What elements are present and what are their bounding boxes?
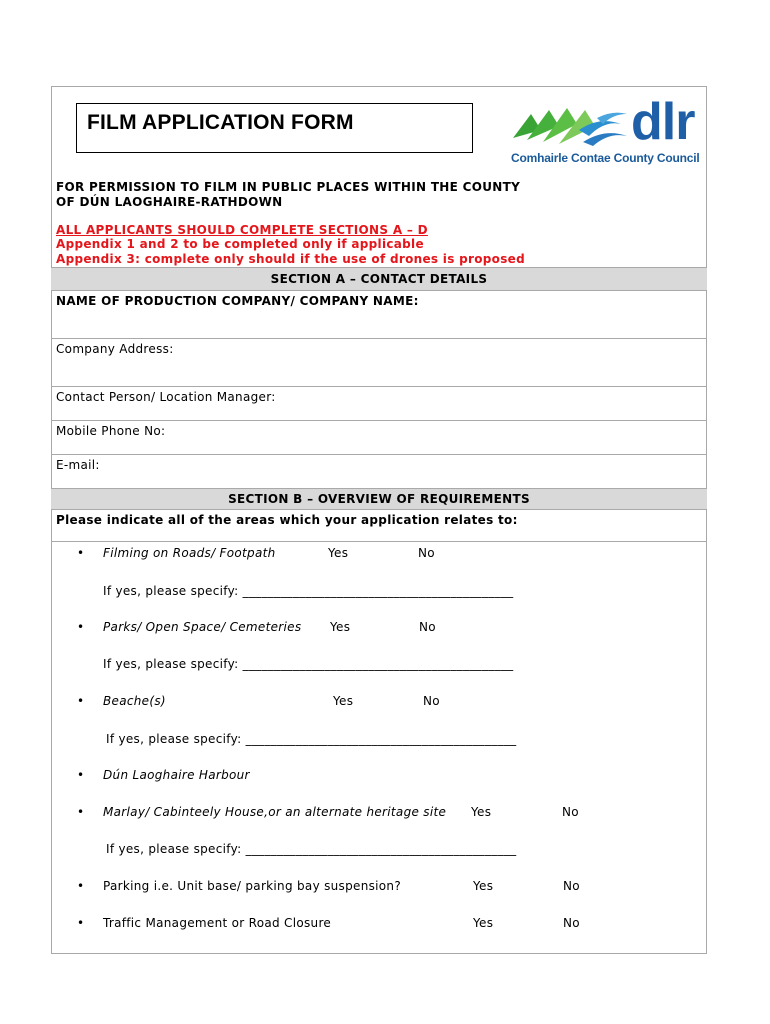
email-field[interactable] [51, 454, 707, 488]
parking-no-option[interactable]: No [563, 879, 580, 893]
section-b-header [51, 488, 707, 510]
intro-line-1: FOR PERMISSION TO FILM IN PUBLIC PLACES WITHIN THE COUNTY [56, 180, 521, 194]
beaches-yes-option[interactable]: Yes [333, 694, 354, 708]
item-heritage-site: Marlay/ Cabinteely House,or an alternate heritage site [103, 805, 447, 819]
parks-yes-option[interactable]: Yes [330, 620, 351, 634]
contact-person-field[interactable] [51, 386, 707, 420]
section-a-header [51, 267, 707, 290]
beaches-specify-field[interactable]: If yes, please specify: ___________________________________________ [106, 732, 517, 746]
company-address-field[interactable] [51, 338, 707, 386]
item-traffic-management: Traffic Management or Road Closure [103, 916, 332, 930]
roads-yes-option[interactable]: Yes [328, 546, 349, 560]
logo-text: dlr [631, 93, 695, 151]
section-b-instruction: Please indicate all of the areas which your application relates to: [56, 513, 518, 527]
section-b-title: SECTION B – OVERVIEW OF REQUIREMENTS [228, 492, 530, 506]
bullet-icon: • [77, 694, 85, 708]
beaches-no-option[interactable]: No [423, 694, 440, 708]
roads-specify-field[interactable]: If yes, please specify: ___________________________________________ [103, 584, 514, 598]
intro-line-2: OF DÚN LAOGHAIRE-RATHDOWN [56, 195, 283, 209]
parking-yes-option[interactable]: Yes [473, 879, 494, 893]
item-dun-laoghaire-harbour: Dún Laoghaire Harbour [103, 768, 250, 782]
item-parking: Parking i.e. Unit base/ parking bay suspension? [103, 879, 401, 893]
bullet-icon: • [77, 620, 85, 634]
title-box [76, 103, 473, 153]
parks-specify-field[interactable]: If yes, please specify: ___________________________________________ [103, 657, 514, 671]
bullet-icon: • [77, 916, 85, 930]
notice-all-applicants: ALL APPLICANTS SHOULD COMPLETE SECTIONS A – D [56, 223, 428, 237]
email-label: E-mail: [56, 458, 100, 472]
section-a-title: SECTION A – CONTACT DETAILS [270, 272, 488, 286]
notice-appendix-3: Appendix 3: complete only should if the use of drones is proposed [56, 252, 526, 266]
company-name-label: NAME OF PRODUCTION COMPANY/ COMPANY NAME: [56, 294, 419, 308]
traffic-yes-option[interactable]: Yes [473, 916, 494, 930]
heritage-specify-field[interactable]: If yes, please specify: ___________________________________________ [106, 842, 517, 856]
company-name-field[interactable] [51, 290, 707, 338]
item-roads-footpath: Filming on Roads/ Footpath [103, 546, 276, 560]
heritage-no-option[interactable]: No [562, 805, 579, 819]
roads-no-option[interactable]: No [418, 546, 435, 560]
bullet-icon: • [77, 546, 85, 560]
form-title: FILM APPLICATION FORM [87, 111, 354, 134]
item-beaches: Beache(s) [103, 694, 166, 708]
heritage-yes-option[interactable]: Yes [471, 805, 492, 819]
mobile-phone-label: Mobile Phone No: [56, 424, 166, 438]
logo-subtitle: Comhairle Contae County Council [511, 151, 700, 165]
traffic-no-option[interactable]: No [563, 916, 580, 930]
company-address-label: Company Address: [56, 342, 174, 356]
bullet-icon: • [77, 805, 85, 819]
mobile-phone-field[interactable] [51, 420, 707, 454]
notice-appendix-1-2: Appendix 1 and 2 to be completed only if applicable [56, 237, 424, 251]
item-parks-open-space: Parks/ Open Space/ Cemeteries [103, 620, 302, 634]
section-b-instruction-row [51, 510, 707, 542]
bullet-icon: • [77, 879, 85, 893]
parks-no-option[interactable]: No [419, 620, 436, 634]
bullet-icon: • [77, 768, 85, 782]
contact-person-label: Contact Person/ Location Manager: [56, 390, 276, 404]
